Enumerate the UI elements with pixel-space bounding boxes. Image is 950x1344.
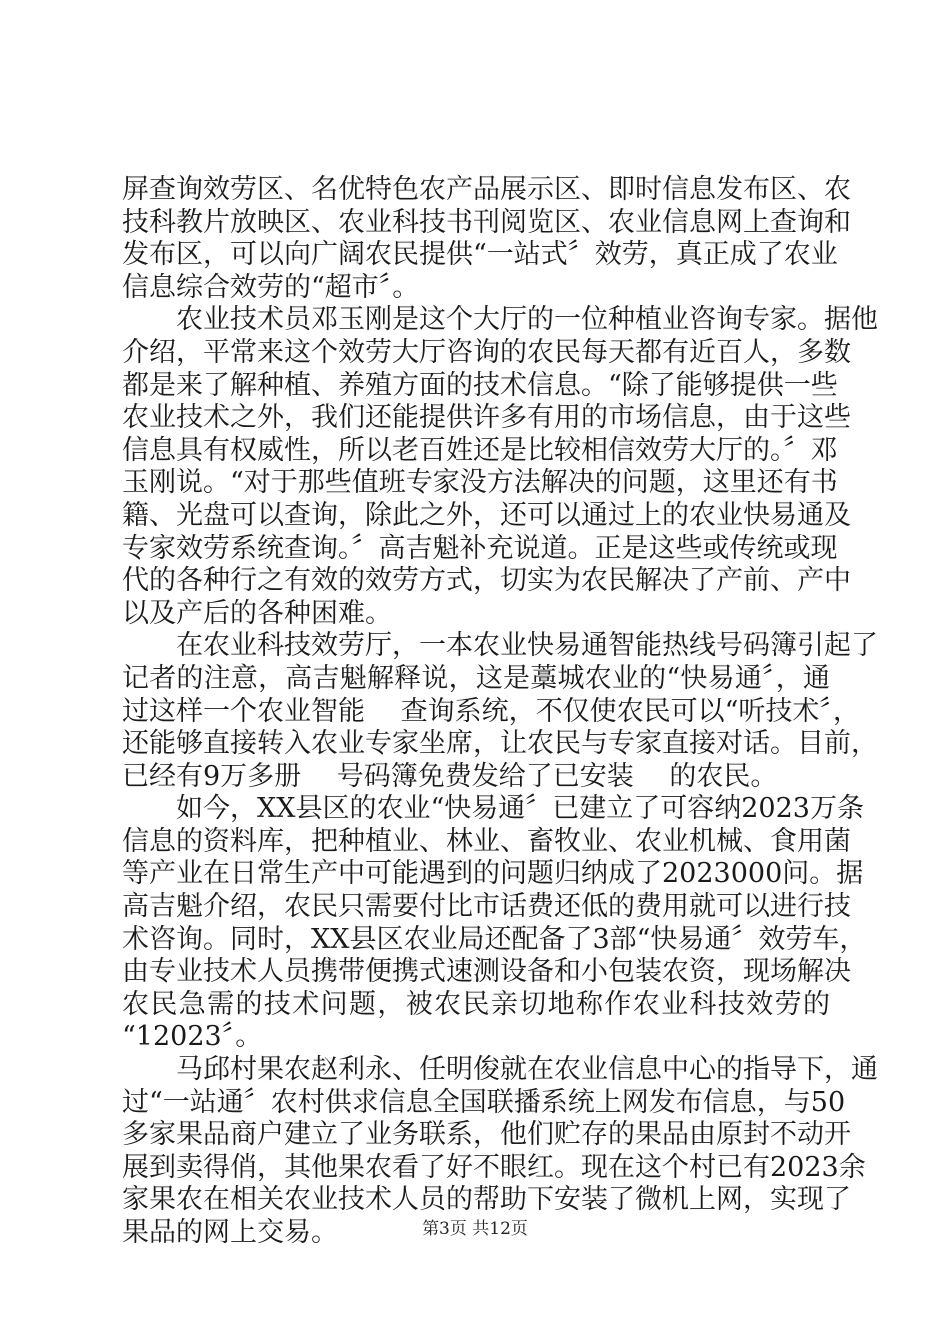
page-footer: 第3页 共12页 — [422, 1219, 528, 1239]
text-line: 家果农在相关农业技术人员的帮助下安装了微机上网，实现了 — [122, 1184, 851, 1216]
text-line: 信息具有权威性，所以老百姓还是比较相信效劳大厅的。〞邓 — [122, 434, 838, 466]
text-line: 代的各种行之有效的效劳方式，切实为农民解决了产前、产中 — [122, 565, 851, 597]
text-line: 农业技术之外，我们还能提供许多有用的市场信息，由于这些 — [122, 402, 851, 434]
text-line: 信息综合效劳的“超市〞。 — [122, 271, 420, 303]
text-line: 等产业在日常生产中可能遇到的问题归纳成了2023000问。据 — [122, 858, 864, 890]
text-line: 以及产后的各种困难。 — [122, 597, 392, 629]
text-line: 术咨询。同时，XX县区农业局还配备了3部“快易通〞效劳车， — [122, 923, 867, 955]
text-line: 已经有9万多册 号码簿免费发给了已安装 的农民。 — [122, 760, 778, 792]
text-line: 发布区，可以向广阔农民提供“一站式〞效劳，真正成了农业 — [122, 239, 838, 271]
text-line: 技科教片放映区、农业科技书刊阅览区、农业信息网上查询和 — [122, 206, 851, 238]
text-line: 由专业技术人员携带便携式速测设备和小包装农资，现场解决 — [122, 956, 851, 988]
text-line: 在农业科技效劳厅，一本农业快易通智能热线号码簿引起了 — [122, 630, 878, 662]
text-line: 专家效劳系统查询。〞高吉魁补充说道。正是这些或传统或现 — [122, 532, 838, 564]
text-line: 信息的资料库，把种植业、林业、畜牧业、农业机械、食用菌 — [122, 825, 851, 857]
text-line: 高吉魁介绍，农民只需要付比市话费还低的费用就可以进行技 — [122, 891, 851, 923]
text-line: 农业技术员邓玉刚是这个大厅的一位种植业咨询专家。据他 — [122, 304, 878, 336]
text-line: 介绍，平常来这个效劳大厅咨询的农民每天都有近百人，多数 — [122, 336, 851, 368]
text-line: 玉刚说。“对于那些值班专家没方法解决的问题，这里还有书 — [122, 467, 838, 499]
text-line: 记者的注意，高吉魁解释说，这是藁城农业的“快易通〞，通 — [122, 662, 830, 694]
text-line: 都是来了解种植、养殖方面的技术信息。“除了能够提供一些 — [122, 369, 838, 401]
text-line: 屏查询效劳区、名优特色农产品展示区、即时信息发布区、农 — [122, 174, 851, 205]
document-body — [122, 174, 878, 1250]
text-line: 如今，XX县区的农业“快易通〞已建立了可容纳2023万条 — [122, 793, 864, 825]
text-line: 马邱村果农赵利永、任明俊就在农业信息中心的指导下，通 — [122, 1054, 878, 1086]
text-line: 农民急需的技术问题，被农民亲切地称作农业科技效劳的 — [122, 988, 830, 1020]
text-line: “12023〞。 — [122, 1021, 263, 1053]
text-line: 多家果品商户建立了业务联系，他们贮存的果品由原封不动开 — [122, 1119, 851, 1151]
text-line: 过这样一个农业智能 查询系统，不仅使农民可以“听技术〞， — [122, 695, 860, 727]
text-line: 籍、光盘可以查询，除此之外，还可以通过上的农业快易通及 — [122, 499, 851, 531]
text-line: 展到卖得俏，其他果农看了好不眼红。现在这个村已有2023余 — [122, 1151, 866, 1183]
text-line: 过“一站通〞农村供求信息全国联播系统上网发布信息，与50 — [122, 1086, 846, 1118]
text-line: 还能够直接转入农业专家坐席，让农民与专家直接对话。目前， — [122, 728, 878, 760]
text-line: 果品的网上交易。 — [122, 1217, 338, 1248]
